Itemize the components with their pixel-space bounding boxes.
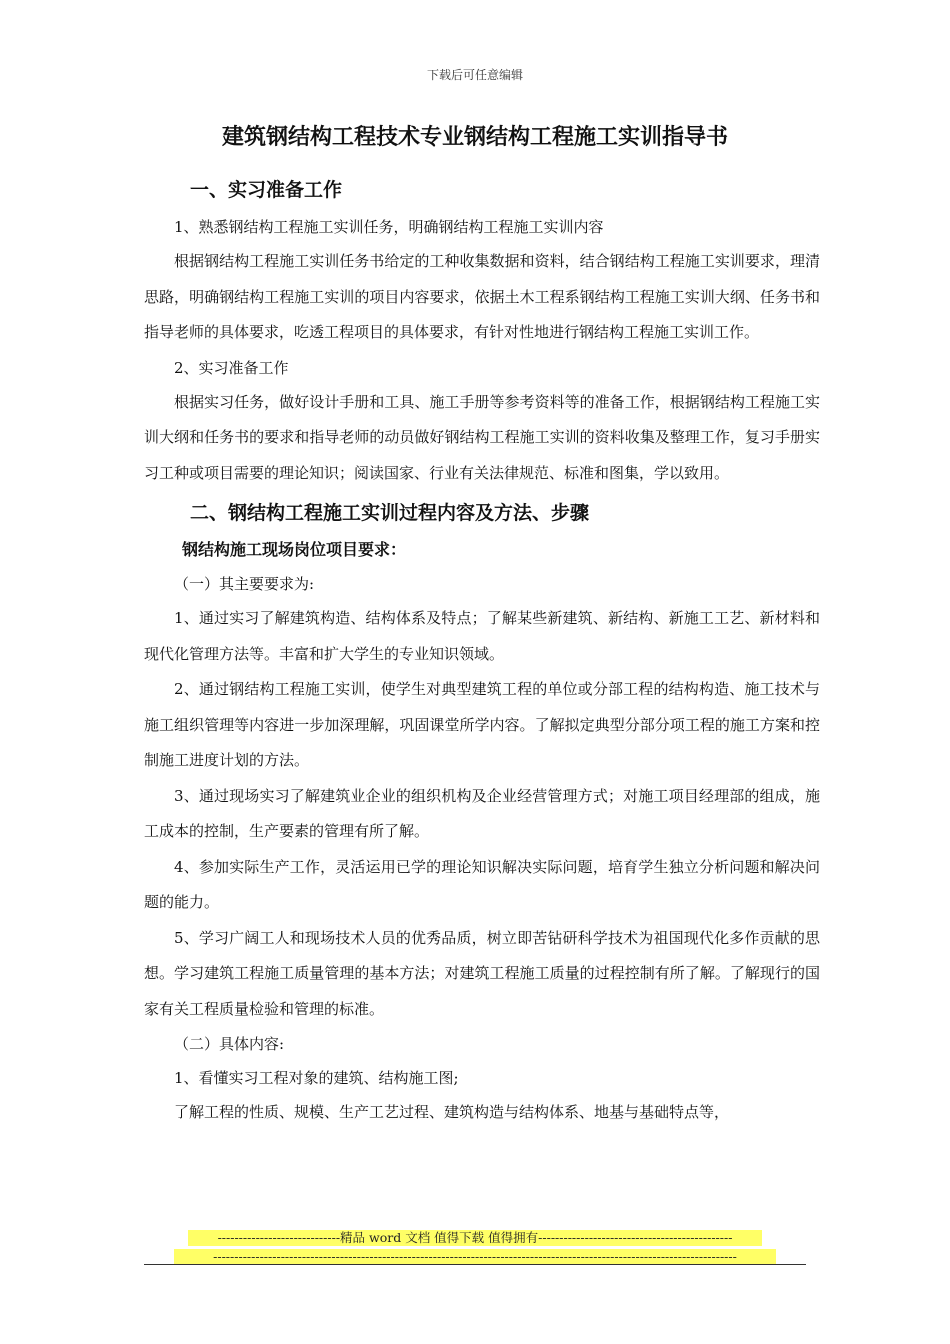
footer-divider [144, 1264, 806, 1265]
section2-part1-label: （一）其主要要求为: [174, 575, 315, 593]
section2-subheading: 钢结构施工现场岗位项目要求： [182, 540, 407, 559]
footer-line-1: -----------------------------精品 word 文档 值得下载 值得拥有---------------------------------------------- [188, 1230, 762, 1246]
header-note: 下载后可任意编辑 [426, 68, 523, 82]
section2-req4: 4、参加实际生产工作，灵活运用已学的理论知识解决实际问题，培育学生独立分析问题和解决问题的能力。 [144, 857, 820, 911]
section2-req3: 3、通过现场实习了解建筑业企业的组织机构及企业经营管理方式；对施工项目经理部的组成，施工成本的控制，生产要素的管理有所了解。 [144, 786, 820, 840]
section2-content1: 1、看懂实习工程对象的建筑、结构施工图; [174, 1069, 459, 1087]
document-body [144, 168, 820, 1129]
section2-req1: 1、通过实习了解建筑构造、结构体系及特点；了解某些新建筑、新结构、新施工工艺、新材料和现代化管理方法等。丰富和扩大学生的专业知识领域。 [144, 609, 820, 663]
section1-para2: 根据实习任务，做好设计手册和工具、施工手册等参考资料等的准备工作，根据钢结构工程施工实训大纲和任务书的要求和指导老师的动员做好钢结构工程施工实训的资料收集及整理工作，复习手册实习工种或项目需要的理论知识；阅读国家、行业有关法律规范、标准和图集，学以致用。 [144, 392, 820, 482]
section2-req5: 5、学习广阔工人和现场技术人员的优秀品质，树立即苦钻研科学技术为祖国现代化多作贡献的思想。学习建筑工程施工质量管理的基本方法；对建筑工程施工质量的过程控制有所了解。了解现行的国家有关工程质量检验和管理的标准。 [144, 928, 820, 1018]
section1-item1: 1、熟悉钢结构工程施工实训任务，明确钢结构工程施工实训内容 [174, 218, 604, 236]
section2-content1-detail: 了解工程的性质、规模、生产工艺过程、建筑构造与结构体系、地基与基础特点等， [174, 1103, 730, 1121]
section2-req2: 2、通过钢结构工程施工实训，使学生对典型建筑工程的单位或分部工程的结构构造、施工技术与施工组织管理等内容进一步加深理解，巩固课堂所学内容。了解拟定典型分部分项工程的施工方案和控制施工进度计划的方法。 [144, 680, 820, 769]
footer-banner [0, 1230, 950, 1268]
section2-part2-label: （二）具体内容: [174, 1035, 285, 1053]
section1-para1: 根据钢结构工程施工实训任务书给定的工种收集数据和资料，结合钢结构工程施工实训要求，理清思路，明确钢结构工程施工实训的项目内容要求，依据土木工程系钢结构工程施工实训大纲、任务书和指导老师的具体要求，吃透工程项目的具体要求，有针对性地进行钢结构工程施工实训工作。 [144, 252, 820, 341]
section1-item2: 2、实习准备工作 [174, 358, 289, 377]
document-title: 建筑钢结构工程技术专业钢结构工程施工实训指导书 [221, 125, 728, 150]
section2-heading: 二、钢结构工程施工实训过程内容及方法、步骤 [190, 502, 590, 524]
footer-line-2: ---------------------------------------------------------------------------------------------------------------------------- [174, 1249, 776, 1265]
section1-heading: 一、实习准备工作 [190, 179, 343, 201]
